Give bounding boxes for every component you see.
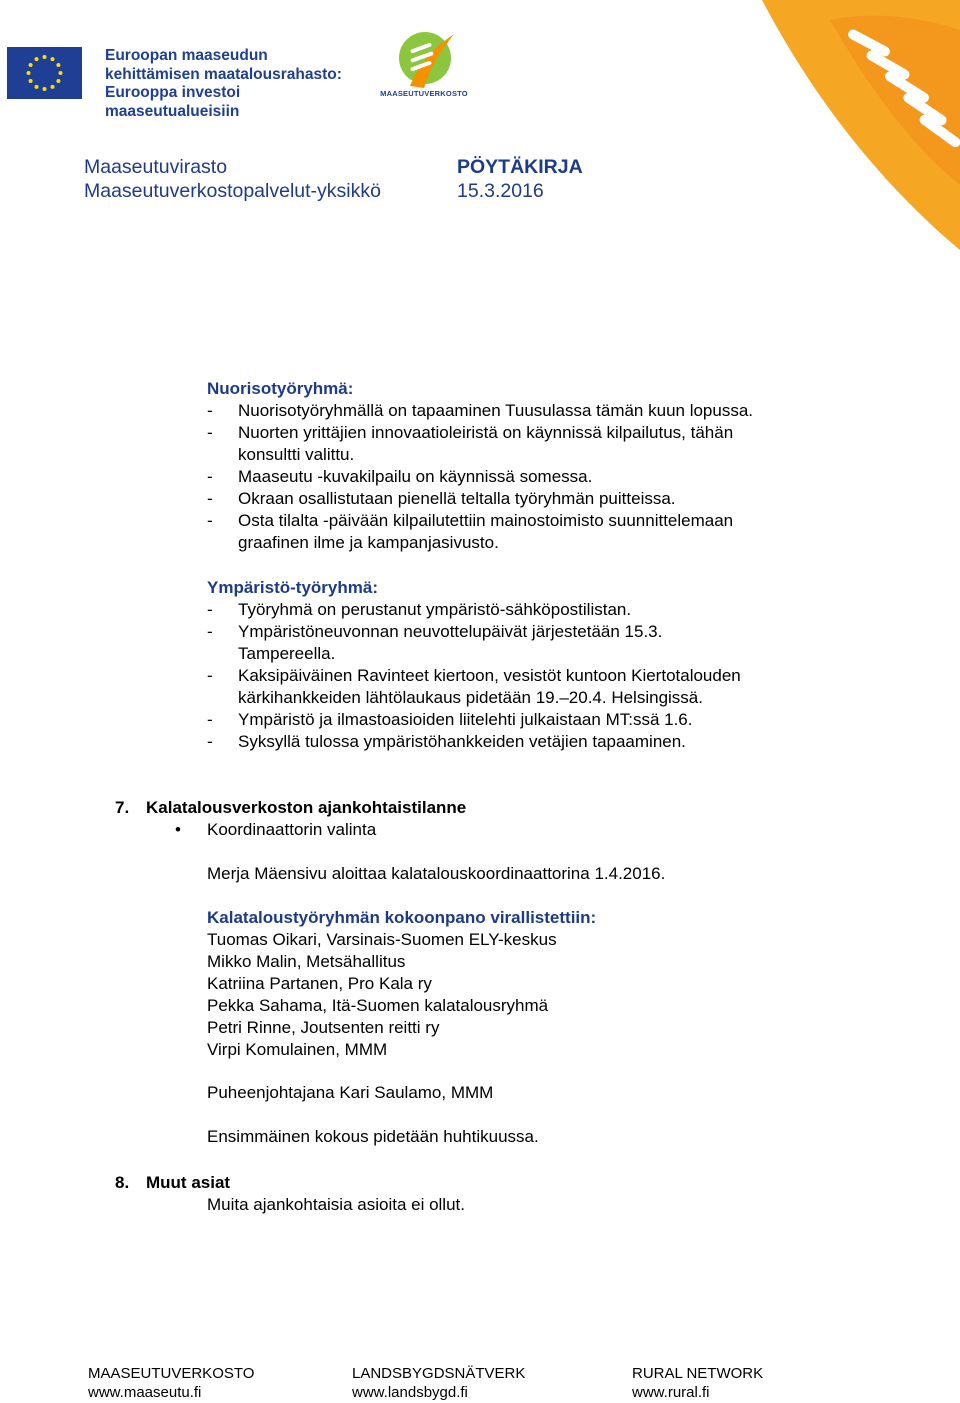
document-type: PÖYTÄKIRJA <box>457 156 583 178</box>
section-8-title: Muut asiat <box>146 1173 231 1192</box>
footer-network-name: MAASEUTUVERKOSTO <box>88 1365 255 1382</box>
org-name: Maaseutuvirasto <box>84 156 228 178</box>
bullet-icon: • <box>175 820 181 839</box>
list-item: - Ympäristö ja ilmastoasioiden liitelehti julkaistaan MT:ssä 1.6. <box>207 710 693 729</box>
member-line: Petri Rinne, Joutsenten reitti ry <box>207 1018 440 1037</box>
eu-flag-logo <box>7 47 82 99</box>
list-item: - Maaseutu -kuvakilpailu on käynnissä somessa. <box>207 467 593 486</box>
footer-network-name: LANDSBYGDSNÄTVERK <box>352 1365 526 1382</box>
member-line: Mikko Malin, Metsähallitus <box>207 952 406 971</box>
list-item: - Ympäristöneuvonnan neuvottelupäivät järjestetään 15.3. Tampereella. <box>207 622 663 663</box>
footer-url: www.rural.fi <box>632 1384 710 1401</box>
fisheries-group-composition <box>207 907 847 1061</box>
list-item: - Okraan osallistutaan pienellä teltalla työryhmän puitteissa. <box>207 489 676 508</box>
document-date: 15.3.2016 <box>457 180 544 202</box>
footer-column <box>352 1364 525 1402</box>
eu-text-line: kehittämisen maatalousrahasto: <box>105 65 342 83</box>
list-item: - Osta tilalta -päivään kilpailutettiin mainostoimisto suunnittelemaan graafinen ilme ja kampanjasivusto. <box>207 511 734 552</box>
list-item: - Syksyllä tulossa ympäristöhankkeiden vetäjien tapaaminen. <box>207 732 686 751</box>
eu-fund-text <box>105 47 375 121</box>
bullet-text: Koordinaattorin valinta <box>207 820 377 839</box>
first-meeting-note: Ensimmäinen kokous pidetään huhtikuussa. <box>207 1127 539 1146</box>
list-item: - Nuorten yrittäjien innovaatioleiristä on käynnissä kilpailutus, tähän konsultti valittu. <box>207 423 734 464</box>
footer-url: www.landsbygd.fi <box>352 1384 468 1401</box>
section-7-title: Kalatalousverkoston ajankohtaistilanne <box>146 798 467 817</box>
section-heading: Ympäristö-työryhmä: <box>207 578 378 597</box>
footer-column <box>88 1364 254 1402</box>
footer-column <box>632 1364 763 1402</box>
list-item: - Työryhmä on perustanut ympäristö-sähköpostilistan. <box>207 600 632 619</box>
list-item: - Nuorisotyöryhmällä on tapaaminen Tuusulassa tämän kuun lopussa. <box>207 401 754 420</box>
maaseutuverkosto-logo-label: MAASEUTUVERKOSTO <box>380 89 468 98</box>
section-7-number: 7. <box>115 798 130 817</box>
member-line: Katriina Partanen, Pro Kala ry <box>207 974 432 993</box>
section-8-number: 8. <box>115 1173 130 1192</box>
org-unit: Maaseutuverkostopalvelut-yksikkö <box>84 180 381 202</box>
header-organization <box>84 155 381 203</box>
youth-working-group <box>207 378 847 554</box>
section-heading: Nuorisotyöryhmä: <box>207 379 354 398</box>
list-item: - Kaksipäiväinen Ravinteet kiertoon, vesistöt kuntoon Kiertotalouden kärkihankkeiden lähtölaukaus pidetään 19.–20.4. Helsingissä. <box>207 666 741 707</box>
header-document-info <box>457 155 583 203</box>
member-line: Virpi Komulainen, MMM <box>207 1040 388 1059</box>
footer-url: www.maaseutu.fi <box>88 1384 202 1401</box>
environment-working-group <box>207 577 847 753</box>
footer-network-name: RURAL NETWORK <box>632 1365 764 1382</box>
section-8-text: Muita ajankohtaisia asioita ei ollut. <box>207 1195 465 1214</box>
member-line: Pekka Sahama, Itä-Suomen kalatalousryhmä <box>207 996 549 1015</box>
coordinator-note: Merja Mäensivu aloittaa kalatalouskoordinaattorina 1.4.2016. <box>207 864 666 883</box>
maaseutuverkosto-leaf-logo <box>380 22 470 92</box>
eu-text-line: Euroopan maaseudun <box>105 47 268 64</box>
eu-text-line: Eurooppa investoi maaseutualueisiin <box>105 84 241 120</box>
member-line: Tuomas Oikari, Varsinais-Suomen ELY-keskus <box>207 930 557 949</box>
chair-note: Puheenjohtajana Kari Saulamo, MMM <box>207 1083 494 1102</box>
orange-swoosh-graphic <box>650 0 960 250</box>
group-heading: Kalataloustyöryhmän kokoonpano virallistettiin: <box>207 908 597 927</box>
